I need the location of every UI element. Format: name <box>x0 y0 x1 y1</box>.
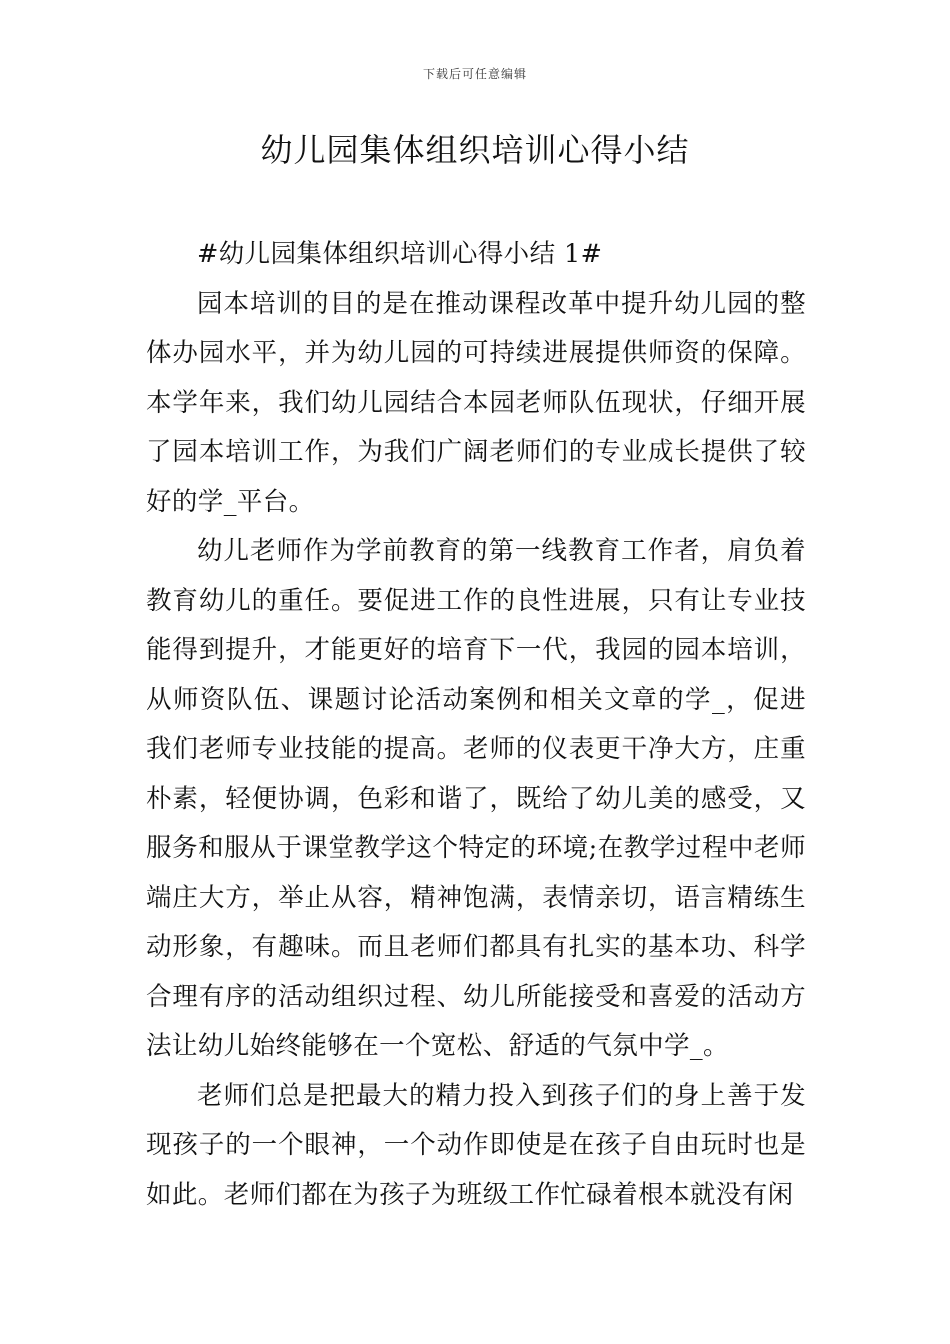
header-note: 下载后可任意编辑 <box>422 67 527 81</box>
body-paragraph: 幼儿老师作为学前教育的第一线教育工作者，肩负着教育幼儿的重任。要促进工作的良性进展，只有让专业技能得到提升，才能更好的培育下一代，我园的园本培训，从师资队伍、课题讨论活动案例和相关文章的学_，促进我们老师专业技能的提高。老师的仪表更干净大方，庄重朴素，轻便协调，色彩和谐了，既给了幼儿美的感受，又服务和服从于课堂教学这个特定的环境;在教学过程中老师端庄大方，举止从容，精神饱满，表情亲切，语言精练生动形象，有趣味。而且老师们都具有扎实的基本功、科学合理有序的活动组织过程、幼儿所能接受和喜爱的活动方法让幼儿始终能够在一个宽松、舒适的气氛中学_。 <box>146 536 806 1061</box>
section-heading: #幼儿园集体组织培训心得小结 1# <box>197 239 603 269</box>
document-title: 幼儿园集体组织培训心得小结 <box>260 131 690 169</box>
document-body <box>146 230 806 1220</box>
body-paragraph: 园本培训的目的是在推动课程改革中提升幼儿园的整体办园水平，并为幼儿园的可持续进展提供师资的保障。本学年来，我们幼儿园结合本园老师队伍现状，仔细开展了园本培训工作，为我们广阔老师们的专业成长提供了较好的学_平台。 <box>146 288 806 517</box>
body-paragraph: 老师们总是把最大的精力投入到孩子们的身上善于发现孩子的一个眼神，一个动作即使是在孩子自由玩时也是如此。老师们都在为孩子为班级工作忙碌着根本就没有闲 <box>146 1080 806 1210</box>
